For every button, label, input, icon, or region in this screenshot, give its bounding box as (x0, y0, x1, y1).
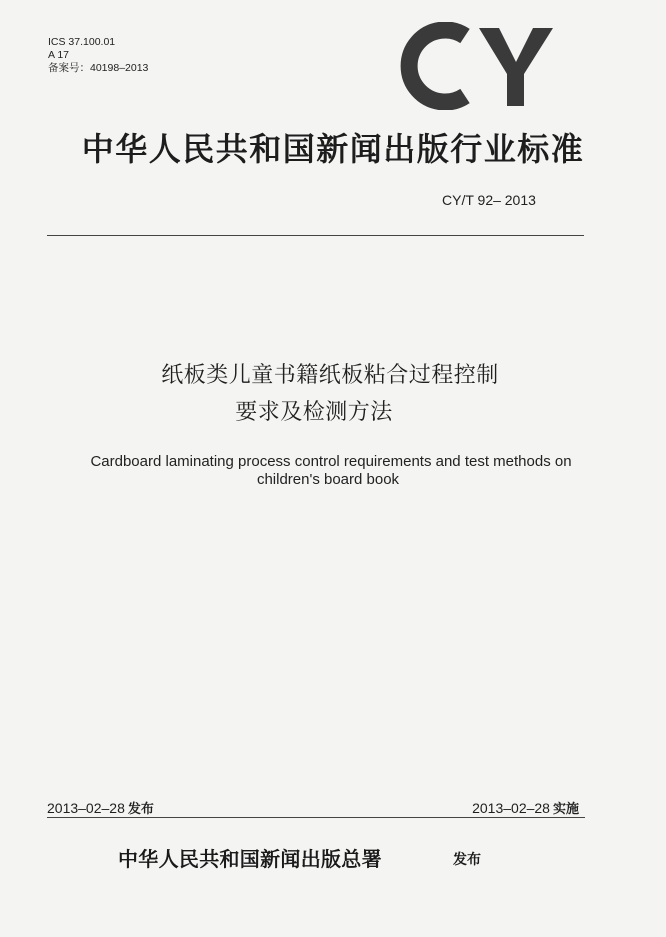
publisher-name: 中华人民共和国新闻出版总署 (118, 847, 382, 871)
issued-label: 发布 (127, 802, 154, 817)
title-english-line-2: children's board book (256, 471, 400, 488)
record-number: 备案号：40198–2013 (48, 62, 149, 74)
title-english-line-1: Cardboard laminating process control requirements and test methods on (90, 453, 572, 470)
title-chinese-line-2: 要求及检测方法 (235, 400, 393, 425)
standard-code: CY/T 92– 2013 (442, 192, 536, 208)
issued-date: 2013–02–28 (47, 800, 125, 816)
publisher-suffix: 发布 (453, 852, 481, 868)
series-title: 中华人民共和国新闻出版行业标准 (81, 130, 585, 168)
effective-date-block (472, 798, 579, 817)
issued-date-block (47, 798, 154, 817)
effective-label: 实施 (552, 802, 579, 817)
cy-logo (395, 22, 560, 110)
classification-block (48, 36, 148, 75)
effective-date: 2013–02–28 (472, 800, 550, 816)
ics-code: ICS 37.100.01 (48, 36, 116, 48)
bottom-divider (47, 817, 585, 818)
top-divider (47, 235, 584, 236)
class-code: A 17 (48, 49, 70, 61)
title-chinese-line-1: 纸板类儿童书籍纸板粘合过程控制 (161, 363, 499, 388)
